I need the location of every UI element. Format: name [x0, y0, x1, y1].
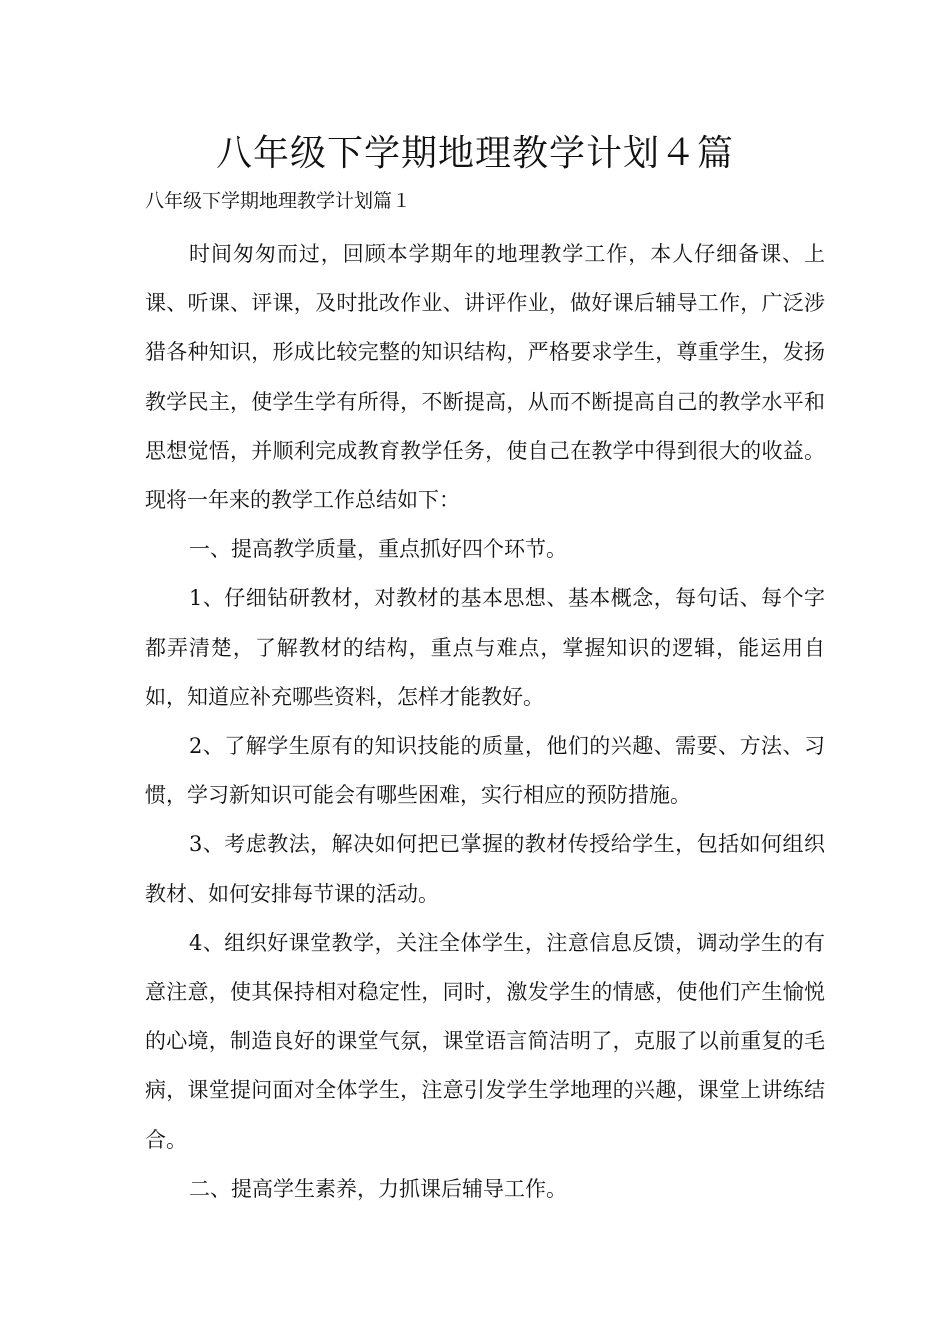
paragraph-item-2: 2、了解学生原有的知识技能的质量，他们的兴趣、需要、方法、习惯，学习新知识可能会有哪些困难，实行相应的预防措施。: [145, 734, 825, 808]
paragraph-item-1: 1、仔细钻研教材，对教材的基本思想、基本概念，每句话、每个字都弄清楚，了解教材的结构，重点与难点，掌握知识的逻辑，能运用自如，知道应补充哪些资料，怎样才能教好。: [145, 586, 825, 709]
paragraph-item-4: 4、组织好课堂教学，关注全体学生，注意信息反馈，调动学生的有意注意，使其保持相对稳定性，同时，激发学生的情感，使他们产生愉悦的心境，制造良好的课堂气氛，课堂语言简洁明了，克服了以前重复的毛病，课堂提问面对全体学生，注意引发学生学地理的兴趣，课堂上讲练结合。: [145, 930, 825, 1152]
document-body: [145, 230, 825, 1214]
document-subtitle: 八年级下学期地理教学计划篇１: [145, 190, 412, 212]
section-heading-1: 一、提高教学质量，重点抓好四个环节。: [189, 537, 567, 562]
paragraph-item-3: 3、考虑教法，解决如何把已掌握的教材传授给学生，包括如何组织教材、如何安排每节课的活动。: [145, 832, 825, 906]
paragraph-intro: 时间匆匆而过，回顾本学期年的地理教学工作，本人仔细备课、上课、听课、评课，及时批改作业、讲评作业，做好课后辅导工作，广泛涉猎各种知识，形成比较完整的知识结构，严格要求学生，尊重学生，发扬教学民主，使学生学有所得，不断提高，从而不断提高自己的教学水平和思想觉悟，并顺利完成教育教学任务，使自己在教学中得到很大的收益。现将一年来的教学工作总结如下：: [145, 242, 825, 513]
document-title: 八年级下学期地理教学计划４篇: [215, 133, 734, 174]
section-heading-2: 二、提高学生素养，力抓课后辅导工作。: [189, 1176, 567, 1201]
